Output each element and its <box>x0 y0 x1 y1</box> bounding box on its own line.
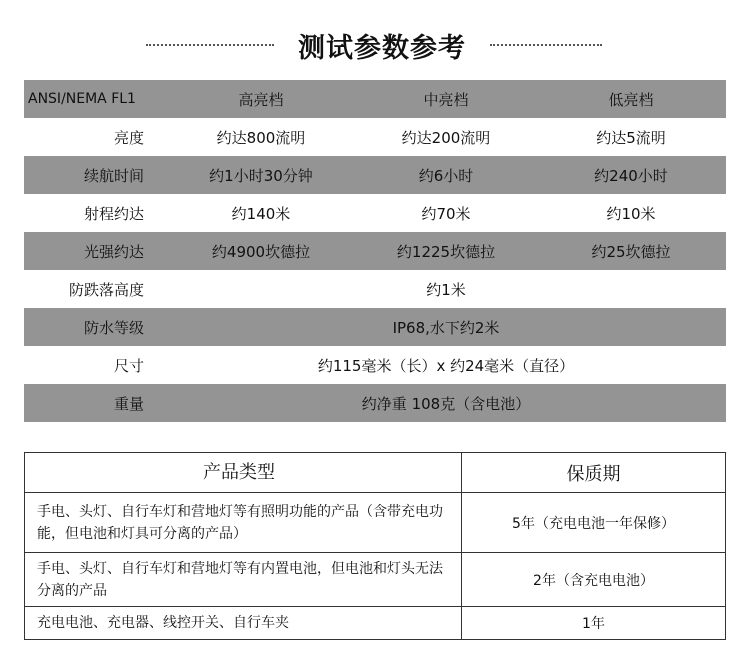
spec-value-low: 约240小时 <box>594 166 668 185</box>
spec-value-high: 约140米 <box>231 204 291 223</box>
spec-row-range <box>24 194 726 232</box>
spec-value-high: 约达800流明 <box>216 128 306 147</box>
spec-row-label: 尺寸 <box>113 356 144 375</box>
spec-value-mid: 约1225坎德拉 <box>396 242 496 261</box>
warranty-header-row <box>25 453 725 493</box>
spec-value: 约净重 108克（含电池） <box>361 394 531 413</box>
spec-row-label: 重量 <box>113 394 144 413</box>
title-banner <box>0 22 750 66</box>
spec-table <box>24 80 726 422</box>
spec-value-low: 约10米 <box>606 204 656 223</box>
page-title: 测试参数参考 <box>298 33 466 64</box>
warranty-header-period: 保质期 <box>566 463 621 485</box>
warranty-table <box>24 452 726 640</box>
spec-header-row <box>24 80 726 118</box>
spec-value-mid: 约6小时 <box>418 166 474 185</box>
warranty-period: 1年 <box>582 616 605 632</box>
spec-row-label: 防水等级 <box>83 318 144 337</box>
spec-value-mid: 约达200流明 <box>401 128 491 147</box>
spec-row-label: 防跌落高度 <box>68 280 144 299</box>
spec-value: 约1米 <box>426 280 466 299</box>
spec-row-intensity <box>24 232 726 270</box>
spec-row-label: 射程约达 <box>83 204 144 223</box>
warranty-product: 充电电池、充电器、线控开关、自行车夹 <box>25 607 462 639</box>
warranty-row <box>25 553 725 607</box>
warranty-row <box>25 493 725 553</box>
spec-header-low: 低亮档 <box>608 90 654 109</box>
spec-row-runtime <box>24 156 726 194</box>
spec-row-brightness <box>24 118 726 156</box>
title-dotted-line-left <box>146 44 274 46</box>
spec-value: IP68,水下约2米 <box>392 318 500 337</box>
warranty-header-product: 产品类型 <box>25 453 462 492</box>
warranty-row <box>25 607 725 639</box>
spec-row-size <box>24 346 726 384</box>
spec-row-drop-height <box>24 270 726 308</box>
spec-value-low: 约25坎德拉 <box>591 242 671 261</box>
warranty-product: 手电、头灯、自行车灯和营地灯等有照明功能的产品（含带充电功能，但电池和灯具可分离的产品） <box>25 493 462 552</box>
spec-value-mid: 约70米 <box>421 204 471 223</box>
warranty-product: 手电、头灯、自行车灯和营地灯等有内置电池，但电池和灯头无法分离的产品 <box>25 553 462 606</box>
title-dotted-line-right <box>490 44 602 46</box>
spec-row-label: 亮度 <box>113 128 144 147</box>
spec-header-mid: 中亮档 <box>423 90 469 109</box>
spec-header-standard: ANSI/NEMA FL1 <box>28 91 136 107</box>
spec-row-waterproof <box>24 308 726 346</box>
spec-value-low: 约达5流明 <box>596 128 666 147</box>
spec-row-label: 续航时间 <box>83 166 144 185</box>
spec-header-high: 高亮档 <box>238 90 284 109</box>
warranty-period: 5年（充电电池一年保修） <box>512 515 675 532</box>
spec-value-high: 约4900坎德拉 <box>211 242 311 261</box>
spec-value-high: 约1小时30分钟 <box>209 166 313 185</box>
spec-row-weight <box>24 384 726 422</box>
spec-row-label: 光强约达 <box>83 242 144 261</box>
spec-value: 约115毫米（长）x 约24毫米（直径） <box>317 356 575 375</box>
warranty-period: 2年（含充电电池） <box>533 572 654 589</box>
